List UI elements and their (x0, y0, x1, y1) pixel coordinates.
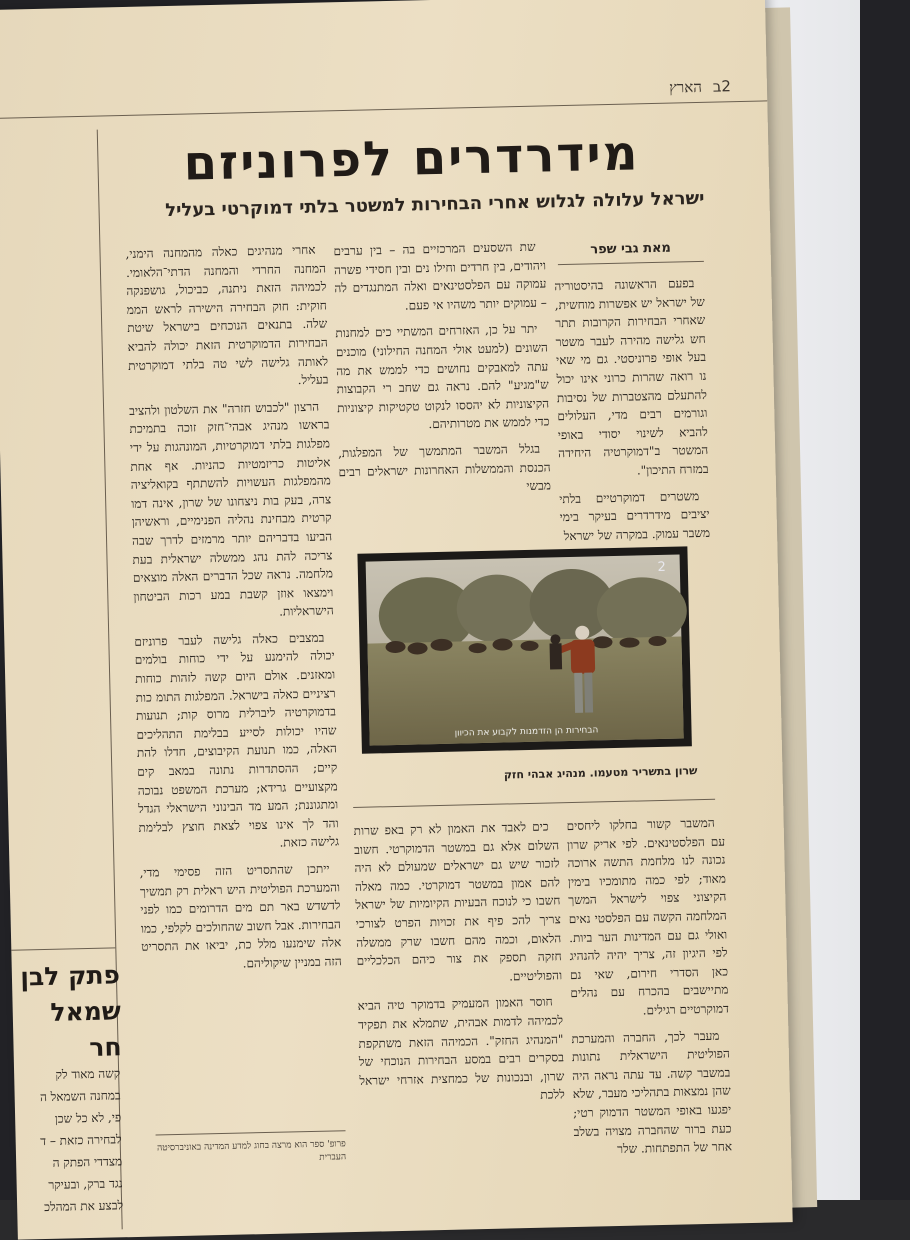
caption-rule (353, 799, 715, 808)
paragraph: ייתכן שהתסריט הזה פסימי מדי, והמערכת הפוליטית היש ראלית רק תמשיך לדשדש באר תם מים הדרומים כמו לפני הבחירות. אבל חשוב שהחולכים לקלפי, כמו אלה שימנעו מלל כת, יביאו את התסריט הזה במניין שיקוליהם. (139, 861, 342, 971)
neighbor-body-line: לבחירה כזאת – ד (40, 1132, 122, 1149)
article-subheadline: ישראל עלולה לגלוש אחרי הבחירות למשטר בלתי דמוקרטי בעליל (165, 187, 705, 222)
paragraph: כים לאבד את האמון לא רק באפ שרות השלום אלא גם במשטר הדמוקרטי. חשוב לזכור שיש גם ישראלים שמעולם לא היה להם אמון במשטר דמוקרטי. כמה מאלה חשבו כי לנוכח הבעיות הקיומיות של ישראל צריך להכ פיף את זכויות הפרט לצורכי הלאום, וכמה מהם חשבו שרק ממשלה חזקה תספק את צור כיהם הכלכליים והפוליטיים. (353, 819, 563, 984)
photo-caption: שרון בתשריר מטעמו. מנהיג אבהי חזק (503, 764, 698, 782)
article-headline: מידרדרים לפרוניזם (182, 125, 640, 192)
paragraph: במצבים כאלה גלישה לעבר פרוניזם יכולה להימנע על ידי כוחות בולמים ומאזנים. אולם היום קשה לזהות כוחות רציניים כאלה בישראל. המפלגות התומ כות בדמוקרטיה ליברלית מרוס קות; תנועות שהיו יכולות לסייע בבלימת התהליכים האלה, כמו תנועת הקיבוצים, חדלו להת קיים; ההסתדרות נתונה במאב קים מקצועיים גרידא; מערכת המשפט נבוכה ומתגוננת; המע מד הבינוני הישראלי הגדל והד לך אינו צפוי לצאת חוצץ לבלימת גלישה כזאת. (134, 630, 340, 851)
page-label (669, 77, 731, 97)
author-note-rule (156, 1130, 346, 1135)
paragraph: יתר על כן, האזרחים המשתיי כים למחנות השונים (למעט אולי המחנה החילוני) מוכנים עתה למאבקים נחושים כדי לממש את מה ש"מגיע" להם. נראה גם שחב רי הקבוצות הקיצוניות לא יהססו לנקוט טקטיקות קיצוניות כדי לממש את מטרותיהם. (335, 322, 550, 432)
neighbor-article-body (10, 1062, 123, 1218)
article-column-5 (354, 817, 565, 1108)
neighbor-headline-line: שמאל חר (50, 996, 122, 1063)
article-column-4 (566, 814, 732, 1160)
photo-scene-image (366, 554, 684, 745)
page-header (0, 74, 767, 119)
neighbor-body-line: לבצע את המהלכ (43, 1198, 124, 1215)
neighbor-top-rule (11, 947, 115, 950)
neighbor-body-line: מצדדי הפתק ה (52, 1154, 123, 1170)
channel-logo: 2 (657, 559, 666, 575)
newspaper-name: הארץ (668, 77, 703, 97)
neighbor-body-line: פי, לא כל שכן (54, 1110, 122, 1126)
paragraph: בפעם הראשונה בהיסטוריה של ישראל יש אפשרות מוחשית, שאחרי הבחירות הקרובות תתר חש גלישה מהירה לעבר משטר בעל אופי פרוניסטי. גם מי שאי נו רואה שהרות כרוני אינו יכול להתעלם מהצטברות של נסיבות וגורמים רבים מדי, העלולים להביא לשינוי יסודי באופי המשטר ב"דמוקרטיה היחידה במזרח התיכון". (554, 276, 709, 478)
author-note: פרופ' ספר הוא מרצה בחוג למדע המדינה באוניברסיטה העברית (156, 1139, 347, 1163)
paragraph: שת השסעים המרכזיים בה – בין ערבים ויהודים, בין חרדים וחילו נים ובין חסידי פשרה עמוקה עם הפלסטינאים ואלה המתנגדים לה – עמוקים יותר משהיו אי פעם. (333, 239, 547, 313)
neighbor-headline-line: פתק לבן (20, 960, 121, 992)
paragraph: חוסר האמון המעמיק בדמוקר טיה הביא לכמיהה לדמות אבהית, שתמלא את תפקיד "המנהיג החזק". הכמיהה הזאת משתקפת בסקרים רבים במסע הבחירות הנוכחי של שרון, ובנכונות של כמחצית אזרחי ישראל ללכת (357, 994, 565, 1103)
page-number: 2ב (712, 77, 732, 96)
article-column-1 (554, 274, 710, 546)
neighbor-body-line: נגד ברק, ובעיקר (48, 1176, 123, 1192)
article-byline: מאת גבי שפר (557, 240, 703, 265)
paragraph: בגלל המשבר המתמשך של המפלגות, הכנסת והממשלות האחרונות ישראלים רבים מבשי (337, 441, 552, 494)
neighbor-body-line: קשה מאוד לק (55, 1066, 121, 1082)
photo-subtitle: הבחירות הן הזדמנות לקבוע את הכיוון (454, 725, 599, 739)
article-column-3 (125, 240, 342, 975)
article-column-2 (333, 237, 551, 499)
paragraph: אחרי מנהיגים כאלה מהמחנה הימני, המחנה החרדי והמחנה הדתי־הלאומי. לכמיהה הזאת ניתנה, כביכול, גושפנקה חוקית: חוק הבחירה הישירה לראש הממ שלה. בתנאים הנוכחים בישראל שיטת הבחירות הדמוקרטית הזאת יכולה להביא לאותה גלישה לשי טה בלתי דמוקרטית בעליל. (125, 242, 329, 388)
article-photo (357, 546, 691, 753)
neighbor-body-line: במחנה השמאל ה (39, 1088, 121, 1105)
paragraph: הרצון "לכבוש חזרה" את השלטון ולהציב בראשו מנהיג אבהי־חזק זוכה בתמיכת מפלגות בלתי דמוקרטיות, המונהגות על ידי אליטות כריזמטיות כהניות. אף אחת מהמפלגות העשויות להשתתף בקואליציה צרה, בעק בות ניצחונו של שרון, אינה דמו קרטית מבחינת נהליה הפנימיים, וראשיהן הביעו בדבריהם יותר מרמזים לדרך שבה צריכה להת נהג ממשלה ישראלית בעת מלחמה. נראה שכל הדברים האלה מוצאים וימצאו אוזן קשבת במע רכות הביטחון הישראליות. (128, 399, 334, 619)
paragraph: המשבר קשור בחלקו ליחסים עם הפלסטינאים. לפי אריק שרון נכונה לנו מלחמת התשה ארוכה מאוד; לפי כמה מתומכיו בימין הקיצוני צפוי לישראל המשך המלחמה הקשה עם הפלסטי נאים ואולי גם עם המדינות הער ביות. לפי היגיון זה, צריך יהיה להנהיג כאן הסדרי חירום, שאי נם מתיישבים בהכרח עם נהלים דמוקרטיים רגילים. (566, 815, 730, 1018)
neighbor-article-headline (10, 957, 122, 1067)
paragraph: משטרים דמוקרטיים בלתי יציבים מידרדרים בעיקר בימי משבר עמוק. במקרה של ישראל (559, 488, 711, 543)
paragraph: מעבר לכך, החברה והמערכת הפוליטית הישראלית נתונות במשבר קשה. עד עתה נראה היה שהן נמצאות בתהליכי מעבר, שלא יפגעו באופי המשטר הדמוק רטי; כעת ברור שהחברה מצויה בשלב אחר של התפתחות. שלר (571, 1028, 733, 1157)
